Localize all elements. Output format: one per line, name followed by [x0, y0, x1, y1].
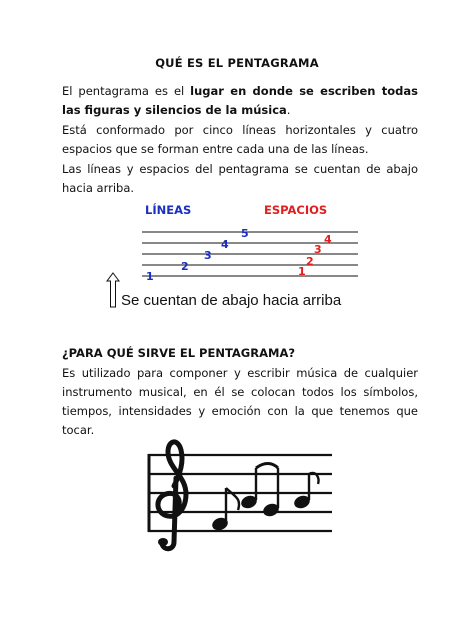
paragraph-definition-suffix: . — [286, 103, 291, 117]
eighth-note-icon — [210, 488, 239, 532]
line-number-5: 5 — [241, 227, 249, 240]
space-number-4: 4 — [324, 233, 332, 246]
line-number-4: 4 — [221, 238, 229, 251]
space-number-3: 3 — [314, 243, 322, 256]
paragraph-counting: Las líneas y espacios del pentagrama se cuentan de abajo hacia arriba. — [62, 162, 418, 195]
paragraph-definition-bold: lugar en donde se escriben todas las figuras y silencios de la música — [62, 84, 418, 117]
paragraph-purpose: Es utilizado para componer y escribir música de cualquier instrumento musical, en él se colocan todos los símbolos, tiempos, intensidades y emoción con la que tenemos que tocar. — [62, 366, 418, 437]
heading-que-es-pentagrama: QUÉ ES EL PENTAGRAMA — [155, 56, 319, 70]
up-arrow-icon — [106, 272, 120, 308]
line-number-1: 1 — [146, 270, 154, 282]
beamed-notes-icon — [239, 464, 318, 519]
treble-clef-icon — [158, 442, 186, 549]
arrow-caption: Se cuentan de abajo hacia arriba — [121, 292, 342, 309]
staff-diagram — [140, 196, 360, 282]
space-number-1: 1 — [298, 265, 306, 278]
paragraph-structure: Está conformado por cinco líneas horizontales y cuatro espacios que se forman entre cada una de las líneas. — [62, 123, 418, 156]
lines-label: LÍNEAS — [145, 203, 192, 217]
paragraph-definition — [62, 82, 418, 120]
spaces-label: ESPACIOS — [264, 203, 328, 217]
line-number-2: 2 — [181, 260, 189, 273]
space-number-2: 2 — [306, 255, 314, 268]
paragraph-definition-prefix: El pentagrama es el — [62, 84, 191, 98]
music-staff-illustration — [140, 438, 340, 554]
line-number-3: 3 — [204, 249, 212, 262]
heading-para-que-sirve: ¿PARA QUÉ SIRVE EL PENTAGRAMA? — [62, 346, 296, 360]
